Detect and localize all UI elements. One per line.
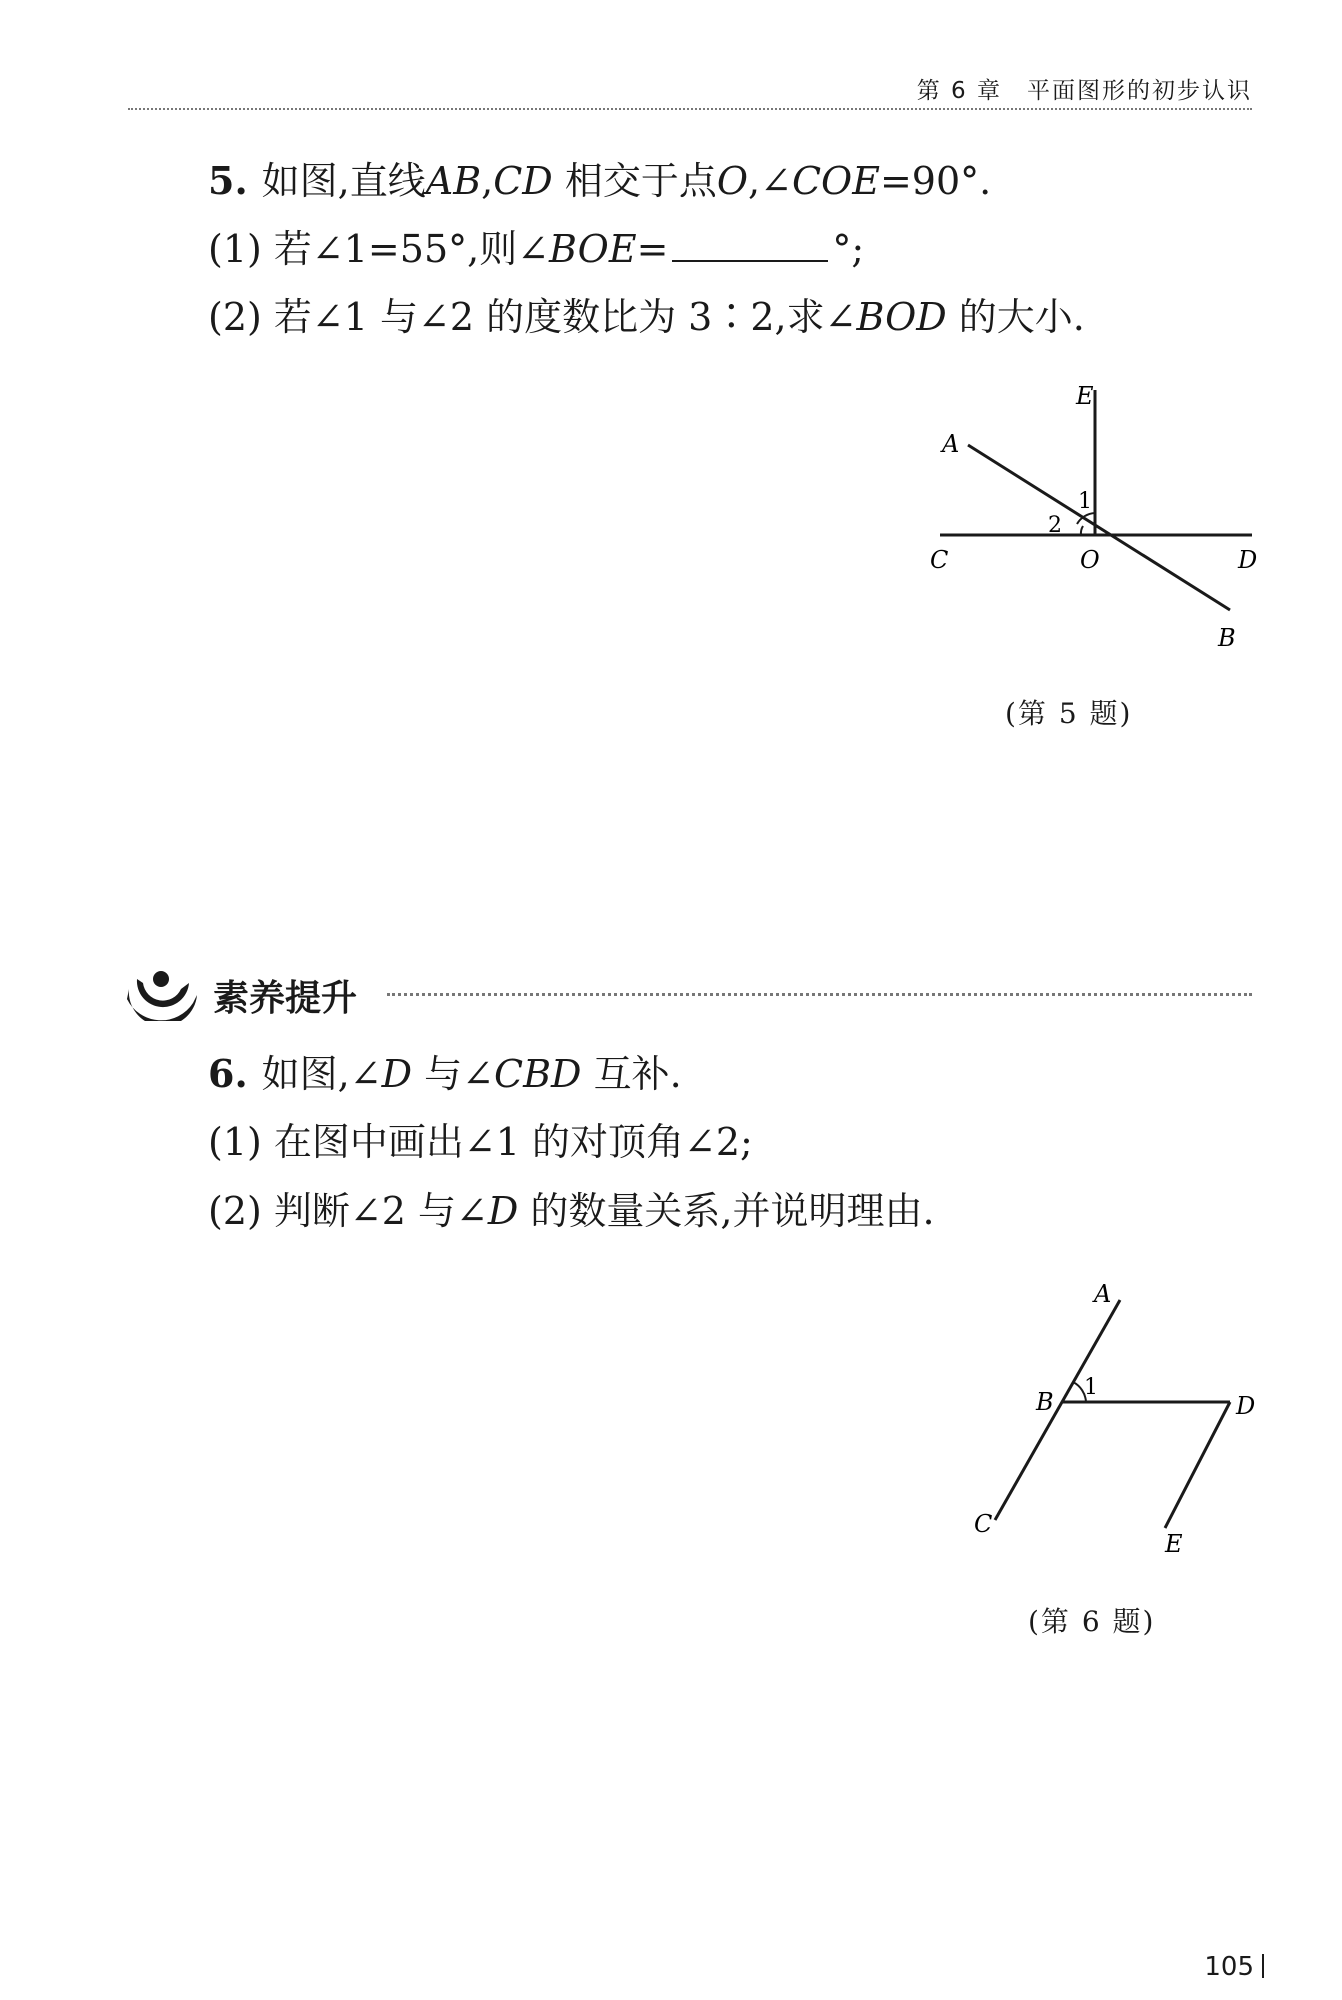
problem-5-stem [208,150,991,205]
label-a: A [1094,1280,1112,1308]
page-header [128,68,1252,110]
question-text: (1) 若∠1=55°,则∠ [208,227,550,271]
problem-5-question-1 [208,218,864,273]
angle-d-label: D [381,1052,413,1096]
figure-6-caption: (第 6 题) [1028,1605,1156,1638]
problem-6-text: 如图,∠ [261,1052,382,1096]
question-text: 的大小. [958,295,1085,339]
question-text: (2) 若∠1 与∠2 的度数比为 3∶2,求∠ [208,295,857,339]
ray-de [1165,1402,1230,1528]
problem-6-text: 与∠ [424,1052,494,1096]
question-text: (2) 判断∠2 与∠ [208,1189,488,1233]
answer-blank[interactable] [672,226,828,262]
section-emblem-icon [125,965,205,1021]
figure-5-diagram [900,380,1280,670]
page-number-rule [1262,1954,1264,1978]
problem-5-text: 相交于点 [564,159,717,203]
label-d: D [1236,1392,1256,1420]
label-a: A [942,430,960,458]
problem-5-question-2 [208,286,1085,341]
label-b: B [1218,624,1236,652]
figure-5-caption: (第 5 题) [1005,697,1133,730]
problem-5-text: ,∠ [748,159,792,203]
line-ac [995,1300,1120,1520]
label-angle-1: 1 [1084,1375,1098,1400]
label-c: C [930,546,949,574]
angle-d-label: D [487,1189,519,1233]
point-o-label: O [716,159,749,203]
problem-6-number: 6. [208,1051,248,1096]
label-e: E [1076,382,1094,410]
question-text: °; [832,227,865,271]
chapter-title: 第 6 章 平面图形的初步认识 [916,78,1252,104]
problem-5-text: =90°. [879,159,992,203]
problem-5-number: 5. [208,158,248,203]
page-number-text: 105 [1204,1952,1254,1982]
line-cd-label: CD [493,159,553,203]
label-e: E [1165,1530,1183,1558]
label-b: B [1036,1388,1054,1416]
problem-5-text: 如图,直线 [261,159,426,203]
figure-6-diagram [960,1270,1280,1570]
label-angle-1: 1 [1078,489,1092,514]
section-heading [125,965,1252,1025]
page-number [1204,1952,1264,1982]
question-text: 的数量关系,并说明理由. [530,1189,935,1233]
problem-5-text: , [481,159,494,203]
label-c: C [974,1510,993,1538]
question-text: = [636,227,669,271]
section-divider [387,993,1252,996]
line-ab-label: AB [425,159,482,203]
problem-6-stem [208,1043,682,1098]
question-text: (1) 在图中画出∠1 的对顶角∠2; [208,1120,753,1164]
section-title: 素养提升 [213,978,358,1019]
problem-6-text: 互补. [593,1052,682,1096]
label-o: O [1080,546,1100,574]
angle-boe-label: BOE [549,227,637,271]
line-ab [968,445,1230,610]
problem-6-question-1 [208,1111,753,1166]
angle-cbd-label: CBD [494,1052,582,1096]
label-d: D [1238,546,1258,574]
label-angle-2: 2 [1048,513,1062,538]
angle-coe-label: COE [791,159,880,203]
angle-bod-label: BOD [856,295,947,339]
problem-6-question-2 [208,1180,935,1235]
